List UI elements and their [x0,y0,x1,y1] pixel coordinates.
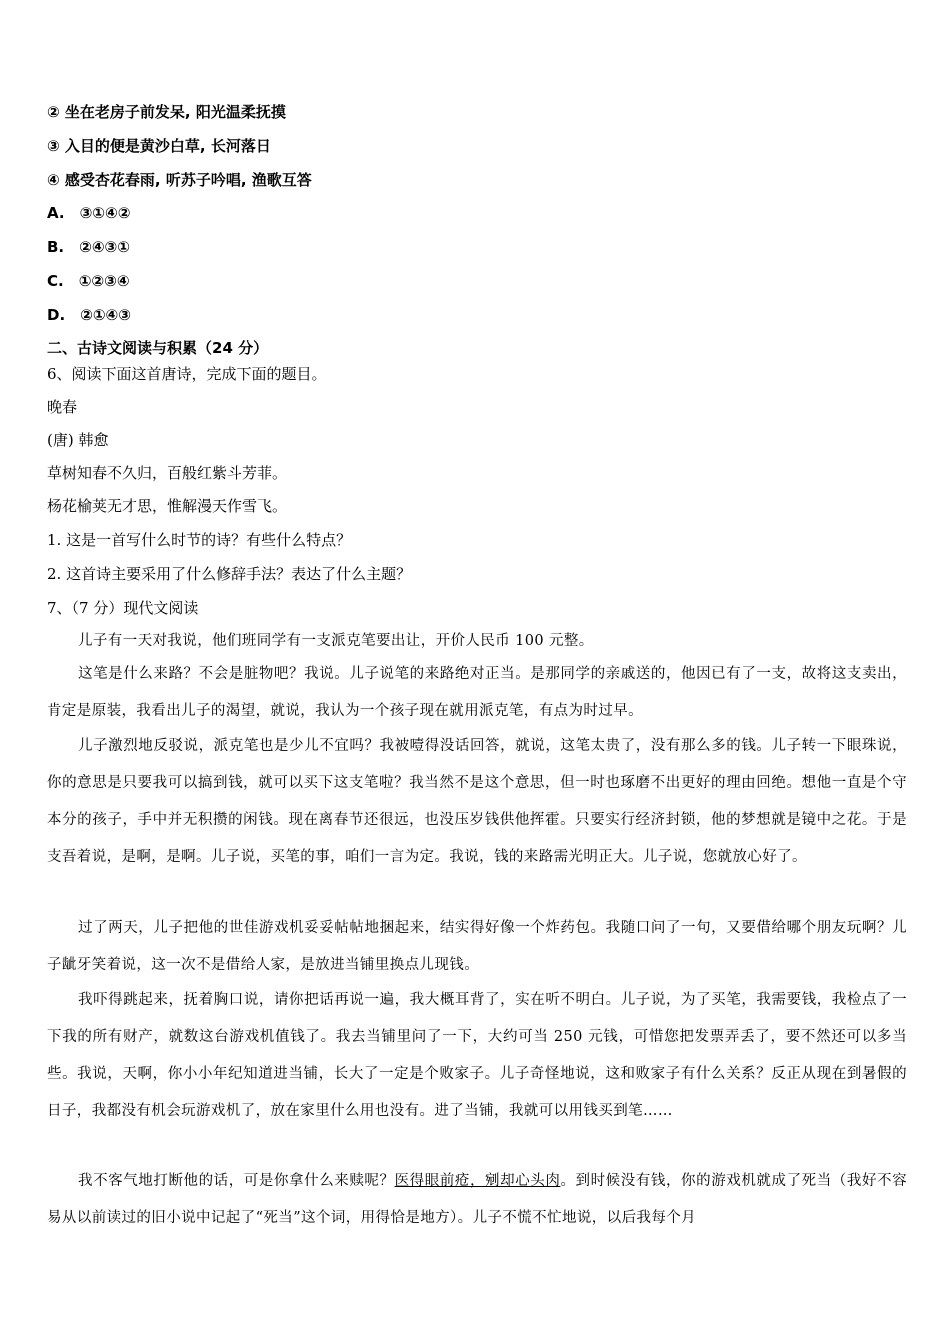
passage-paragraph: 过了两天，儿子把他的世佳游戏机妥妥帖帖地捆起来，结实得好像一个炸药包。我随口问了一句，又要借给哪个朋友玩啊？儿子龇牙笑着说，这一次不是借给人家，是放进当铺里换点儿现钱。 [47,920,907,973]
underlined-phrase: 医得眼前疮，剜却心头肉 [394,1173,561,1189]
passage-paragraph: 我吓得跳起来，抚着胸口说，请你把话再说一遍，我大概耳背了，实在听不明白。儿子说，为了买笔，我需要钱，我检点了一下我的所有财产，就数这台游戏机值钱了。我去当铺里问了一下，大约可当 250 元钱，可惜您把发票弄丢了，要不然还可以多当些。我说，天啊，你小小年纪知道进当铺，长大了一定是个败家子。儿子奇怪地说，这和败家子有什么关系？反正从现在到暑假的日子，我都没有机会玩游戏机了，放在家里什么用也没有。进了当铺，我就可以用钱买到笔…… [47,992,907,1119]
passage-paragraph-last: 我不客气地打断他的话，可是你拿什么来赎呢？医得眼前疮，剜却心头肉。到时候没有钱，你的游戏机就成了死当（我好不容易从以前读过的旧小说中记起了“死当”这个词，用得恰是地方）。儿子不慌不忙地说，以后我每个月 [47,1173,907,1226]
list-item: ④ 感受杏花春雨, 听苏子吟唱, 渔歌互答 [47,171,312,189]
list-item: ② 坐在老房子前发呆, 阳光温柔抚摸 [47,103,286,121]
question-6-prompt: 6、阅读下面这首唐诗，完成下面的题目。 [47,365,327,383]
poem-line: 草树知春不久归，百般红紫斗芳菲。 [47,464,288,482]
question-6-1: 1. 这是一首写什么时节的诗？有些什么特点？ [47,531,352,549]
option-c: C. ①②③④ [47,272,130,290]
question-7-heading: 7、（7 分）现代文阅读 [47,599,199,617]
passage-paragraph: 儿子激烈地反驳说，派克笔也是少儿不宜吗？我被噎得没话回答，就说，这笔太贵了，没有那么多的钱。儿子转一下眼珠说，你的意思是只要我可以搞到钱，就可以买下这支笔啦？我当然不是这个意思，但一时也琢磨不出更好的理由回绝。想他一直是个守本分的孩子，手中并无积攒的闲钱。现在离春节还很远，也没压岁钱供他挥霍。只要实行经济封锁，他的梦想就是镜中之花。于是支吾着说，是啊，是啊。儿子说，买笔的事，咱们一言为定。我说，钱的来路需光明正大。儿子说，您就放心好了。 [47,738,907,865]
poem-title: 晚春 [47,398,78,416]
option-d: D. ②①④③ [47,306,131,324]
list-item: ③ 入目的便是黄沙白草, 长河落日 [47,137,271,155]
section-heading: 二、古诗文阅读与积累（24 分） [47,339,269,357]
passage-paragraph: 儿子有一天对我说，他们班同学有一支派克笔要出让，开价人民币 100 元整。 [78,633,594,649]
poem-line: 杨花榆荚无才思，惟解漫天作雪飞。 [47,497,288,515]
passage-paragraph: 这笔是什么来路？不会是脏物吧？我说。儿子说笔的来路绝对正当。是那同学的亲戚送的，他因已有了一支，故将这支卖出，肯定是原装，我看出儿子的渴望，就说，我认为一个孩子现在就用派克笔，有点为时过早。 [47,666,907,719]
poem-author: (唐) 韩愈 [47,431,109,449]
option-a: A. ③①④② [47,204,131,222]
option-b: B. ②④③① [47,238,130,256]
question-6-2: 2. 这首诗主要采用了什么修辞手法？表达了什么主题？ [47,565,412,583]
